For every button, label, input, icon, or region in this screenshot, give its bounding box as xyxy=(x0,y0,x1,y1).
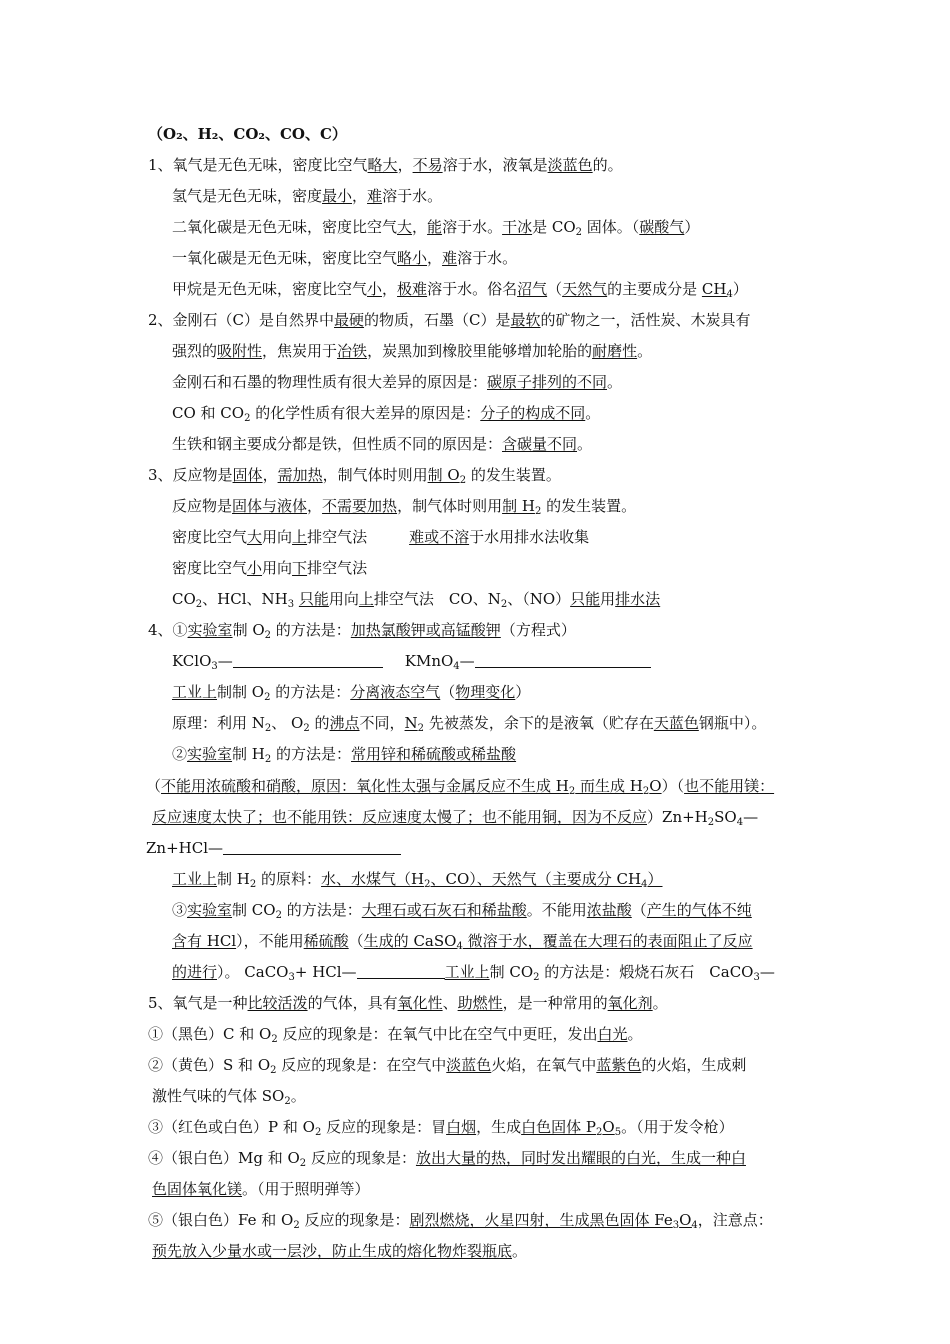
s5-line-i: 预先放入少量水或一层沙，防止生成的熔化物炸裂瓶底。 xyxy=(152,1242,528,1260)
s1-line-a: 1、氧气是无色无味，密度比空气略大，不易溶于水，液氧是淡蓝色的。 xyxy=(148,156,623,174)
kmno4-equation-blank[interactable] xyxy=(475,653,651,668)
s4-line-b: KClO$_3$— KMnO$_4$— xyxy=(172,651,651,671)
s5-line-b: ①（黑色）C 和 $O_2$ 反应的现象是：在氧气中比在空气中更旺，发出白光。 xyxy=(148,1025,643,1045)
s4-line-h: Zn+HCl— xyxy=(146,838,401,858)
kclo3-equation-blank[interactable] xyxy=(233,653,383,668)
s2-line-d: CO 和 $CO_2$ 的化学性质有很大差异的原因是：分子的构成不同。 xyxy=(172,404,601,424)
s4-line-d: 原理：利用 $N_2$、 $O_2$ 的沸点不同，$N_2$ 先被蒸发，余下的是液氧（贮存在天蓝色钢瓶中）。 xyxy=(172,714,767,734)
s5-line-a: 5、氧气是一种比较活泼的气体，具有氧化性、助燃性，是一种常用的氧化剂。 xyxy=(148,994,668,1012)
s4-line-a: 4、①实验室制 $O_2$ 的方法是：加热氯酸钾或高锰酸钾（方程式） xyxy=(148,621,576,641)
s4-line-e: ②实验室制 $H_2$ 的方法是：常用锌和稀硫酸或稀盐酸 xyxy=(172,745,517,765)
s2-line-b: 强烈的吸附性，焦炭用于冶铁，炭黑加到橡胶里能够增加轮胎的耐磨性。 xyxy=(172,342,653,360)
s1-line-d: 一氧化碳是无色无味，密度比空气略小，难溶于水。 xyxy=(172,249,518,267)
s5-line-e: ③（红色或白色）P 和 $O_2$ 反应的现象是：冒白烟，生成白色固体 $P_2O_5$。（用于发令枪） xyxy=(148,1118,734,1138)
s4-line-g: 反应速度太快了；也不能用铁：反应速度太慢了；也不能用铜，因为不反应）$Zn+H_2SO_4—$ xyxy=(152,808,759,828)
caco3-hcl-equation-blank[interactable] xyxy=(357,964,445,979)
s3-line-a: 3、反应物是固体，需加热，制气体时则用制 $O_2$ 的发生装置。 xyxy=(148,466,561,486)
s5-line-g: 色固体氧化镁。（用于照明弹等） xyxy=(152,1180,370,1198)
s4-line-k: 含有 HCl），不能用稀硫酸（生成的 CaSO$_4$ 微溶于水，覆盖在大理石的表面阻止了反应 xyxy=(172,932,753,952)
s4-line-c: 工业上制制 $O_2$ 的方法是：分离液态空气（物理变化） xyxy=(172,683,531,703)
s3-line-b: 反应物是固体与液体，不需要加热，制气体时则用制 $H_2$ 的发生装置。 xyxy=(172,497,637,517)
s4-line-j: ③实验室制 $CO_2$ 的方法是：大理石或石灰石和稀盐酸。不能用浓盐酸（产生的气体不纯 xyxy=(172,901,752,921)
s5-line-f: ④（银白色）Mg 和 $O_2$ 反应的现象是：放出大量的热，同时发出耀眼的白光，生成一种白 xyxy=(148,1149,746,1169)
s3-line-c: 密度比空气大用向上排空气法 难或不溶于水用排水法收集 xyxy=(172,528,590,546)
s1-line-b: 氢气是无色无味，密度最小，难溶于水。 xyxy=(172,187,443,205)
s1-line-e: 甲烷是无色无味，密度比空气小，极难溶于水。俗名沼气（天然气的主要成分是 $CH_4$） xyxy=(172,280,748,300)
s2-line-c: 金刚石和石墨的物理性质有很大差异的原因是：碳原子排列的不同。 xyxy=(172,373,623,391)
s5-line-d: 激性气味的气体 $SO_2$。 xyxy=(152,1087,306,1107)
s5-line-h: ⑤（银白色）Fe 和 $O_2$ 反应的现象是：剧烈燃烧，火星四射，生成黑色固体 $Fe_3O_4$，注意点： xyxy=(148,1211,773,1231)
s4-line-i: 工业上制 $H_2$ 的原料：水、水煤气（$H_2$、CO）、天然气（主要成分 $CH_4$） xyxy=(172,870,663,890)
s1-line-c: 二氧化碳是无色无味，密度比空气大，能溶于水。干冰是 $CO_2$ 固体。（碳酸气） xyxy=(172,218,700,238)
s4-line-f: （不能用浓硫酸和硝酸，原因：氧化性太强与金属反应不生成 $H_2$ 而生成 $H_2O$）（也不能用镁： xyxy=(146,777,775,797)
s4-line-l: 的进行）。 CaCO$_3$+ HCl— 工业上制 $CO_2$ 的方法是：煅烧石灰石 CaCO$_3$— xyxy=(172,963,775,983)
heading: （O₂、H₂、CO₂、CO、C） xyxy=(148,125,347,143)
s2-line-a: 2、金刚石（C）是自然界中最硬的物质，石墨（C）是最软的矿物之一，活性炭、木炭具有 xyxy=(148,311,751,329)
s3-line-d: 密度比空气小用向下排空气法 xyxy=(172,559,368,577)
zn-hcl-equation-blank[interactable] xyxy=(223,840,401,855)
s2-line-e: 生铁和钢主要成分都是铁，但性质不同的原因是：含碳量不同。 xyxy=(172,435,593,453)
s5-line-c: ②（黄色）S 和 $O_2$ 反应的现象是：在空气中淡蓝色火焰，在氧气中蓝紫色的火焰，生成刺 xyxy=(148,1056,747,1076)
s3-line-e: $CO_2$、HCl、$NH_3$ 只能用向上排空气法 CO、$N_2$、（NO）只能用排水法 xyxy=(172,590,661,610)
